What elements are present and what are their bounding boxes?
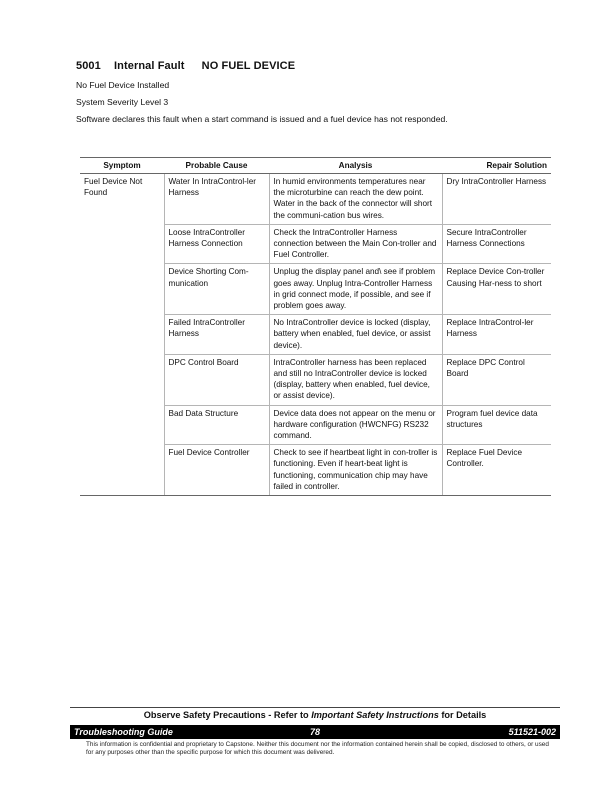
document-number: 511521-002	[508, 727, 556, 737]
repair-cell: Secure IntraController Harness Connections	[442, 224, 551, 264]
fault-heading	[76, 60, 309, 72]
analysis-cell: Device data does not appear on the menu or hardware configuration (HWCNFG) RS232 command.	[269, 405, 442, 445]
table-row	[80, 174, 551, 225]
troubleshooting-table	[80, 157, 551, 496]
cause-cell: Bad Data Structure	[164, 405, 269, 445]
safety-warning-emphasis: Important Safety Instructions	[311, 710, 439, 720]
safety-warning	[70, 710, 560, 720]
repair-cell: Program fuel device data structures	[442, 405, 551, 445]
analysis-cell: Check to see if heartbeat light in con-troller is functioning. Even if heart-beat light is functioning, communication chip may have failed in controller.	[269, 445, 442, 496]
analysis-cell: IntraController harness has been replaced and still no IntraController device is locked (display, battery when enabled, fuel device, or assist device).	[269, 354, 442, 405]
symptom-cell: Fuel Device Not Found	[80, 174, 164, 496]
header-probable-cause: Probable Cause	[164, 158, 269, 174]
page-number: 78	[309, 727, 320, 737]
cause-cell: Water In IntraControl-ler Harness	[164, 174, 269, 225]
header-repair-solution: Repair Solution	[442, 158, 551, 174]
cause-cell: DPC Control Board	[164, 354, 269, 405]
header-analysis: Analysis	[269, 158, 442, 174]
repair-cell: Replace DPC Control Board	[442, 354, 551, 405]
guide-title: Troubleshooting Guide	[74, 727, 173, 737]
repair-cell: Replace IntraControl-ler Harness	[442, 315, 551, 355]
installed-note: No Fuel Device Installed	[76, 80, 170, 90]
header-symptom: Symptom	[80, 158, 164, 174]
cause-cell: Failed IntraController Harness	[164, 315, 269, 355]
fault-name: Internal Fault	[114, 60, 185, 72]
confidentiality-disclaimer: This information is confidential and proprietary to Capstone. Neither this document nor the information contained herein shall be copied, disclosed to others, or used for any purposes other than the specific purpose for which this document was delivered.	[86, 741, 549, 756]
fault-code: 5001	[76, 60, 101, 72]
fault-device: NO FUEL DEVICE	[201, 60, 296, 72]
analysis-cell: In humid environments temperatures near the microturbine can reach the dew point. Water in the back of the connector will short the communi-cation bus wires.	[269, 174, 442, 225]
footer-divider	[70, 707, 560, 708]
cause-cell: Fuel Device Controller	[164, 445, 269, 496]
footer-bar	[70, 725, 560, 739]
repair-cell: Dry IntraController Harness	[442, 174, 551, 225]
analysis-cell: No IntraController device is locked (display, battery when enabled, fuel device, or assist device).	[269, 315, 442, 355]
analysis-cell: Unplug the display panel and\ see if problem goes away. Unplug Intra-Controller Harness in grid connect mode, if possible, and see if problem goes away.	[269, 264, 442, 315]
table-header-row	[80, 158, 551, 174]
fault-description: Software declares this fault when a start command is issued and a fuel device has not responded.	[76, 114, 448, 124]
cause-cell: Device Shorting Com-munication	[164, 264, 269, 315]
repair-cell: Replace Fuel Device Controller.	[442, 445, 551, 496]
repair-cell: Replace Device Con-troller Causing Har-ness to short	[442, 264, 551, 315]
analysis-cell: Check the IntraController Harness connection between the Main Con-troller and Fuel Controller.	[269, 224, 442, 264]
severity-text: System Severity Level 3	[76, 97, 169, 107]
safety-warning-suffix: for Details	[438, 710, 487, 720]
cause-cell: Loose IntraController Harness Connection	[164, 224, 269, 264]
safety-warning-prefix: Observe Safety Precautions - Refer to	[143, 710, 312, 720]
